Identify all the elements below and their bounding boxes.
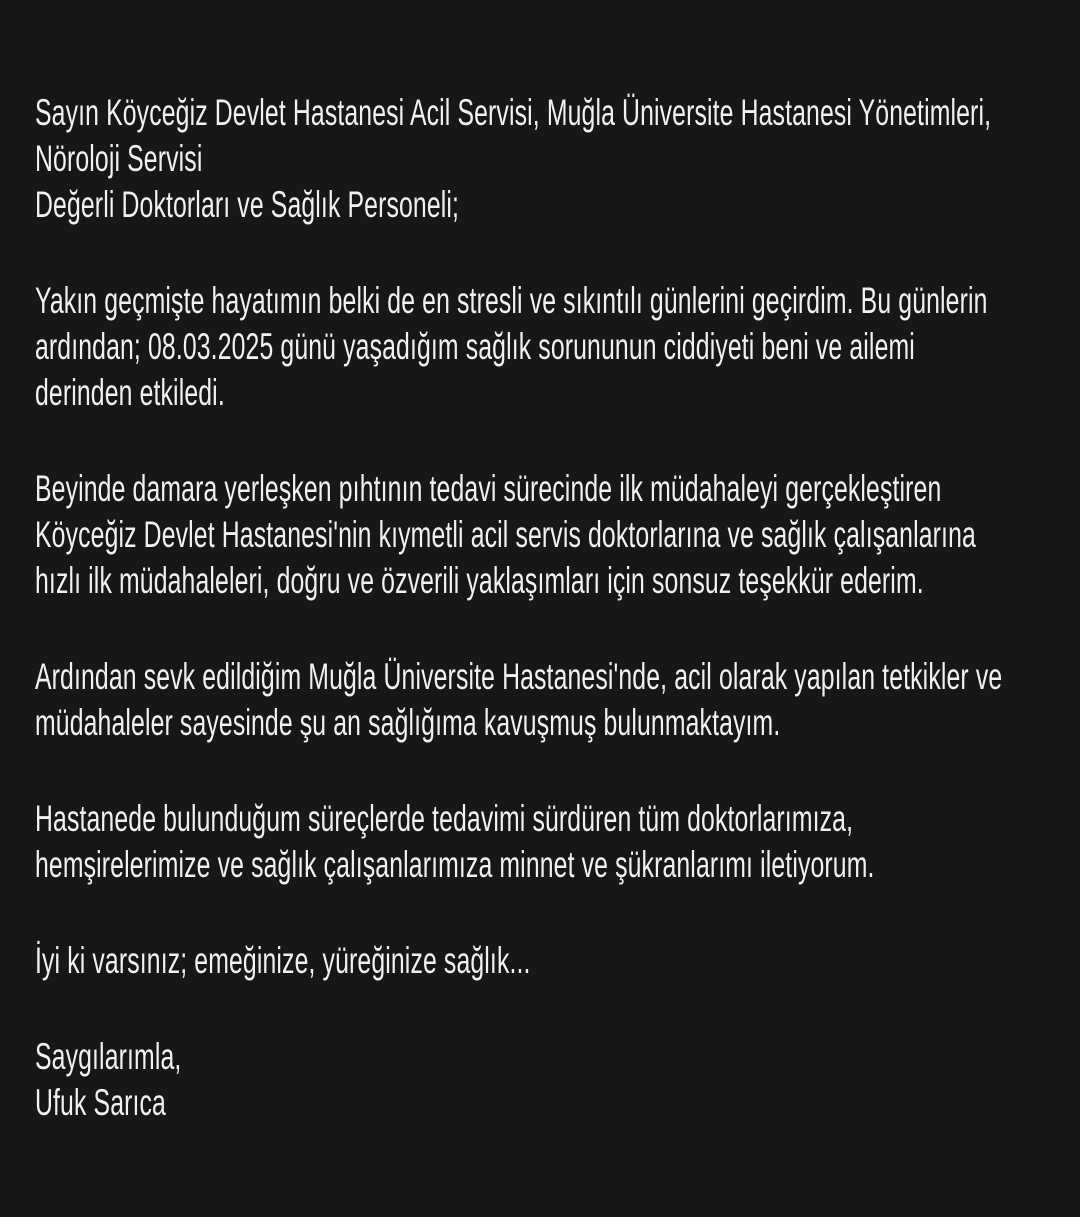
body-line: İyi ki varsınız; emeğinize, yüreğinize sağlık... xyxy=(35,940,531,981)
salutation-line: Nöroloji Servisi xyxy=(35,138,203,179)
body-line: Hastanede bulunduğum süreçlerde tedavimi sürdüren tüm doktorlarımıza, xyxy=(35,798,854,839)
body-line: derinden etkiledi. xyxy=(35,372,225,413)
body-line: Beyinde damara yerleşken pıhtının tedavi sürecinde ilk müdahaleyi gerçekleştiren xyxy=(35,468,942,509)
salutation-line: Sayın Köyceğiz Devlet Hastanesi Acil Servisi, Muğla Üniversite Hastanesi Yönetimleri, xyxy=(35,92,992,133)
body-line: Ardından sevk edildiğim Muğla Üniversite Hastanesi'nde, acil olarak yapılan tetkikler ve xyxy=(35,656,1003,697)
letter-text-block xyxy=(35,90,1080,1126)
salutation xyxy=(35,90,1080,228)
body-line: müdahaleler sayesinde şu an sağlığıma kavuşmuş bulunmaktayım. xyxy=(35,702,781,743)
body-paragraph-1 xyxy=(35,278,1080,416)
body-line: Yakın geçmişte hayatımın belki de en stresli ve sıkıntılı günlerini geçirdim. Bu günlerin xyxy=(35,280,988,321)
body-line: Köyceğiz Devlet Hastanesi'nin kıymetli acil servis doktorlarına ve sağlık çalışanlarına xyxy=(35,514,976,555)
salutation-line: Değerli Doktorları ve Sağlık Personeli; xyxy=(35,184,460,225)
closing-line: Saygılarımla, xyxy=(35,1036,182,1077)
body-line: hızlı ilk müdahaleleri, doğru ve özverili yaklaşımları için sonsuz teşekkür ederim. xyxy=(35,560,924,601)
signature-name: Ufuk Sarıca xyxy=(35,1082,166,1123)
body-paragraph-4 xyxy=(35,796,1080,888)
body-line: hemşirelerimize ve sağlık çalışanlarımıza minnet ve şükranlarımı iletiyorum. xyxy=(35,844,875,885)
closing-signature xyxy=(35,1034,1080,1126)
body-paragraph-5 xyxy=(35,938,1080,984)
body-paragraph-3 xyxy=(35,654,1080,746)
body-line: ardından; 08.03.2025 günü yaşadığım sağlık sorununun ciddiyeti beni ve ailemi xyxy=(35,326,915,367)
body-paragraph-2 xyxy=(35,466,1080,604)
